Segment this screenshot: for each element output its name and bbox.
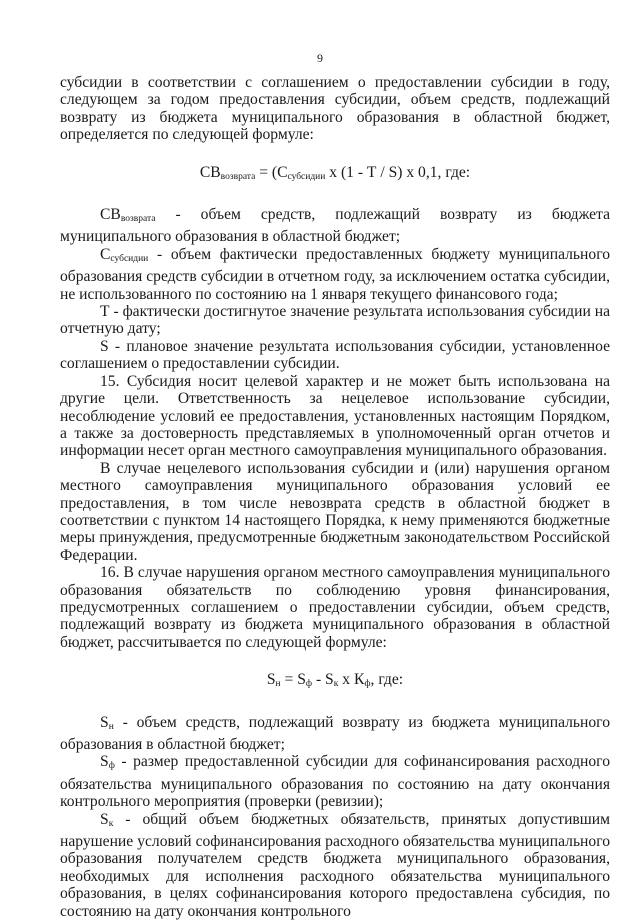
- definition-c: $С_{субсидии}$ - объем фактически предоставленных бюджету муниципального образования средств субсидии в отчетном году, за исключением остатка субсидии, не использованного по состоянию на 1 января текущего финансового года;: [60, 245, 610, 303]
- definition-sf: $S_ф$ - размер предоставленной субсидии для софинансирования расходного обязательства муниципального образования по состоянию на дату окончания контрольного мероприятия (проверки (ревизии);: [60, 753, 610, 811]
- document-body: [60, 74, 610, 920]
- paragraph-intro: субсидии в соответствии с соглашением о предоставлении субсидии в году, следующем за годом предоставления субсидии, объем средств, подлежащий возврату из бюджета муниципального образования в областной бюджет, определяется по следующей формуле:: [60, 74, 610, 144]
- definition-s: S - плановое значение результата использования субсидии, установленное соглашением о предоставлении субсидии.: [60, 337, 610, 373]
- paragraph-16: 16. В случае нарушения органом местного самоуправления муниципального образования обязательств по соблюдению уровня финансирования, предусмотренных соглашением о предоставлении субсидии, объем средств, подлежащий возврату из бюджета муниципального образования в областной бюджет, рассчитывается по следующей формуле:: [60, 564, 610, 651]
- definition-sn: $S_н$ - объем средств, подлежащий возврату из бюджета муниципального образования в областной бюджет;: [60, 713, 610, 753]
- definition-t: Т - фактически достигнутое значение результата использования субсидии на отчетную дату;: [60, 303, 610, 338]
- page-number: 9: [317, 51, 323, 65]
- formula-refund: $СВ_{возврата} = (С_{субсидии}$ х (1 - Т / S) х 0,1, где:: [199, 163, 471, 182]
- paragraph-15: 15. Субсидия носит целевой характер и не может быть использована на другие цели. Ответственность за нецелевое использование субсидии, несоблюдение условий ее предоставления, установленных настоящим Порядком, а также за достоверность представляемых в уполномоченный орган отчетов и информации несет орган местного самоуправления муниципального образования.: [60, 372, 610, 460]
- formula-sn: $S_н = S_ф - S_к$ х $К_ф$, где:: [266, 671, 404, 690]
- paragraph-15-continued: В случае нецелевого использования субсидии и (или) нарушения органом местного самоуправления муниципального образования условий ее предоставления, в том числе невозврата средств в областной бюджет в соответствии с пунктом 14 настоящего Порядка, к нему применяются бюджетные меры принуждения, предусмотренные бюджетным законодательством Российской Федерации.: [60, 459, 610, 564]
- definition-sk: $S_к$ - общий объем бюджетных обязательств, принятых допустившим нарушение условий софинансирования расходного обязательства муниципального образования получателем средств бюджета муниципального образования, необходимых для исполнения расходного обязательства муниципального образования, в целях софинансирования которого предоставлена субсидия, по состоянию на дату окончания контрольного: [60, 810, 610, 920]
- definition-sv: $СВ_{возврата}$ - объем средств, подлежащий возврату из бюджета муниципального образования в областной бюджет;: [60, 206, 610, 246]
